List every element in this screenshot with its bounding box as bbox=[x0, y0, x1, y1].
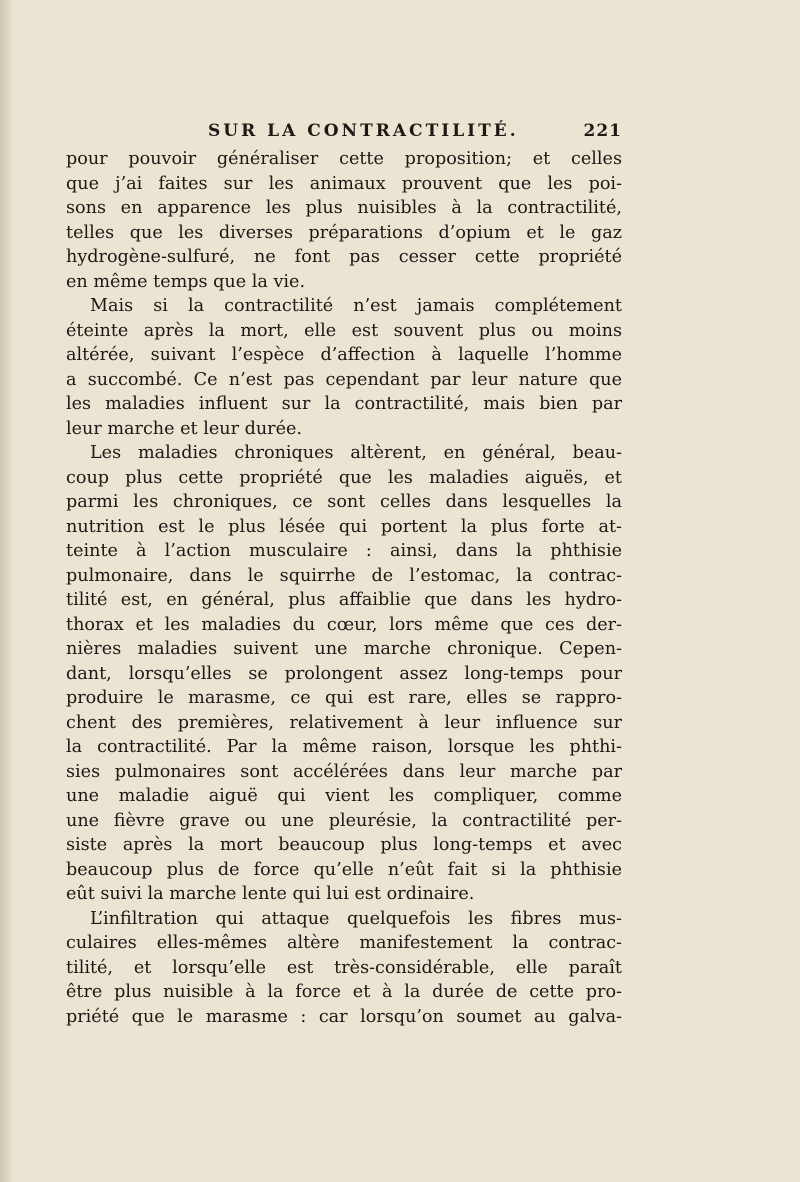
text-line: leur marche et leur durée. bbox=[66, 418, 303, 439]
text-line: siste après la mort beaucoup plus long-temps et avec bbox=[66, 835, 622, 855]
text-line: nutrition est le plus lésée qui portent la plus forte at- bbox=[66, 516, 622, 537]
text-line: tilité est, en général, plus affaiblie que dans les hydro- bbox=[66, 590, 622, 610]
text-line: la contractilité. Par la même raison, lorsque les phthi- bbox=[66, 737, 622, 757]
text-line: que j’ai faites sur les animaux prouvent que les poi- bbox=[66, 173, 622, 194]
text-line: eût suivi la marche lente qui lui est ordinaire. bbox=[66, 884, 475, 904]
paragraph-first-line: Mais si la contractilité n’est jamais complétement bbox=[90, 296, 622, 316]
text-line: parmi les chroniques, ce sont celles dans lesquelles la bbox=[66, 492, 622, 512]
text-line: coup plus cette propriété que les maladies aiguës, et bbox=[66, 467, 622, 488]
text-line: culaires elles-mêmes altère manifestement la contrac- bbox=[66, 933, 622, 953]
text-line: une maladie aiguë qui vient les compliquer, comme bbox=[66, 786, 622, 806]
text-line: telles que les diverses préparations d’opium et le gaz bbox=[66, 222, 622, 243]
text-line: altérée, suivant l’espèce d’affection à laquelle l’homme bbox=[66, 345, 622, 365]
text-line: être plus nuisible à la force et à la durée de cette pro- bbox=[66, 982, 622, 1002]
text-line: une fièvre grave ou une pleurésie, la contractilité per- bbox=[66, 810, 622, 831]
text-line: éteinte après la mort, elle est souvent plus ou moins bbox=[66, 320, 622, 341]
page-header bbox=[160, 121, 622, 145]
text-line: sies pulmonaires sont accélérées dans leur marche par bbox=[66, 761, 622, 782]
text-line: thorax et les maladies du cœur, lors même que ces der- bbox=[66, 614, 622, 635]
text-line: nières maladies suivent une marche chronique. Cepen- bbox=[66, 639, 622, 659]
text-line: en même temps que la vie. bbox=[66, 271, 306, 292]
text-line: a succombé. Ce n’est pas cependant par leur nature que bbox=[66, 369, 622, 390]
text-line: beaucoup plus de force qu’elle n’eût fait si la phthisie bbox=[66, 859, 622, 880]
running-head: SUR LA CONTRACTILITÉ. bbox=[208, 121, 519, 141]
body-text bbox=[66, 147, 622, 1029]
text-line: chent des premières, relativement à leur influence sur bbox=[66, 712, 622, 733]
text-line: produire le marasme, ce qui est rare, elles se rappro- bbox=[66, 688, 622, 708]
text-line: les maladies influent sur la contractilité, mais bien par bbox=[66, 394, 622, 414]
paragraph-first-line: Les maladies chroniques altèrent, en général, beau- bbox=[90, 443, 622, 463]
text-line: dant, lorsqu’elles se prolongent assez long-temps pour bbox=[66, 663, 622, 684]
text-line: pour pouvoir généraliser cette proposition; et celles bbox=[66, 149, 622, 169]
paragraph-first-line: L’infiltration qui attaque quelquefois les fibres mus- bbox=[90, 908, 622, 929]
text-line: priété que le marasme : car lorsqu’on soumet au galva- bbox=[66, 1006, 622, 1027]
text-line: hydrogène-sulfuré, ne font pas cesser cette propriété bbox=[66, 247, 622, 267]
text-line: sons en apparence les plus nuisibles à la contractilité, bbox=[66, 198, 622, 218]
text-line: pulmonaire, dans le squirrhe de l’estomac, la contrac- bbox=[66, 565, 622, 586]
text-line: tilité, et lorsqu’elle est très-considérable, elle paraît bbox=[66, 957, 622, 978]
page-number: 221 bbox=[583, 121, 622, 141]
text-line: teinte à l’action musculaire : ainsi, dans la phthisie bbox=[66, 541, 622, 561]
binding-shadow bbox=[0, 0, 14, 1182]
